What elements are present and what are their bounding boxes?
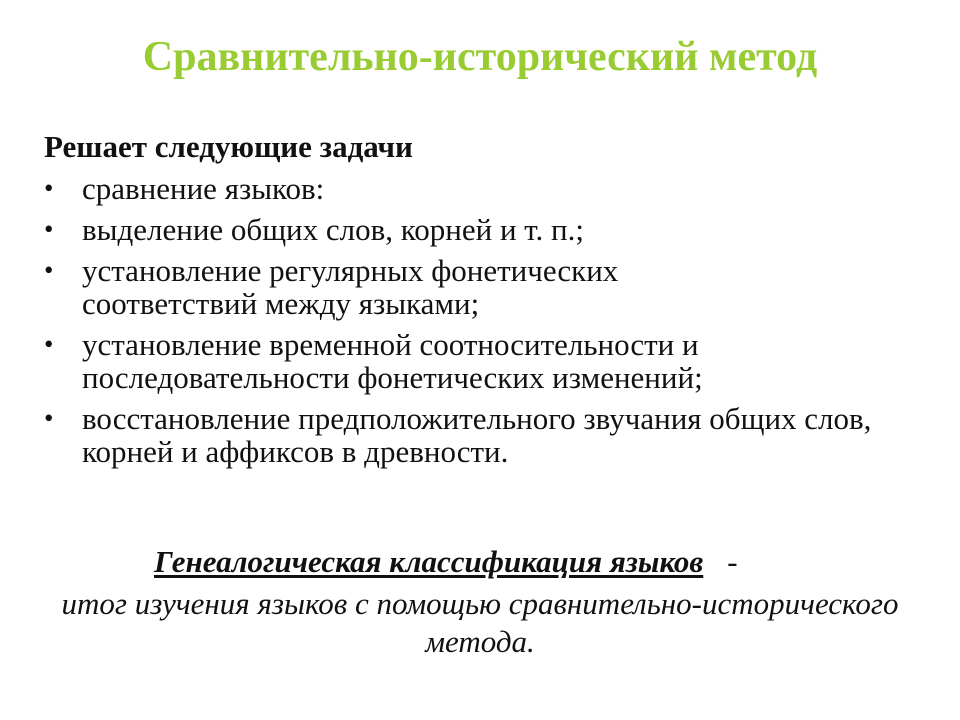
tasks-heading: Решает следующие задачи bbox=[44, 129, 413, 164]
slide-title: Сравнительно-исторический метод bbox=[142, 34, 818, 80]
bullet-icon: • bbox=[44, 329, 54, 359]
task-item bbox=[44, 254, 924, 320]
task-list bbox=[44, 172, 924, 476]
task-text: восстановление предположительного звучания общих слов, корней и аффиксов в древности. bbox=[82, 401, 872, 469]
conclusion-heading bbox=[154, 542, 738, 582]
bullet-icon: • bbox=[44, 173, 54, 203]
task-item bbox=[44, 402, 924, 468]
bullet-icon: • bbox=[44, 214, 54, 244]
conclusion-text: итог изучения языков с помощью сравнительно-исторического метода. bbox=[61, 586, 899, 659]
task-item bbox=[44, 172, 924, 205]
task-item bbox=[44, 213, 924, 246]
conclusion-dash: - bbox=[727, 544, 738, 579]
bullet-icon: • bbox=[44, 403, 54, 433]
task-text: выделение общих слов, корней и т. п.; bbox=[82, 212, 584, 247]
task-text: сравнение языков: bbox=[82, 171, 325, 206]
task-text: установление регулярных фонетических соответствий между языками; bbox=[82, 253, 619, 321]
bullet-icon: • bbox=[44, 255, 54, 285]
task-text: установление временной соотносительности и последовательности фонетических изменений; bbox=[82, 327, 703, 395]
task-item bbox=[44, 328, 924, 394]
classification-term: Генеалогическая классификация языков bbox=[154, 544, 704, 579]
